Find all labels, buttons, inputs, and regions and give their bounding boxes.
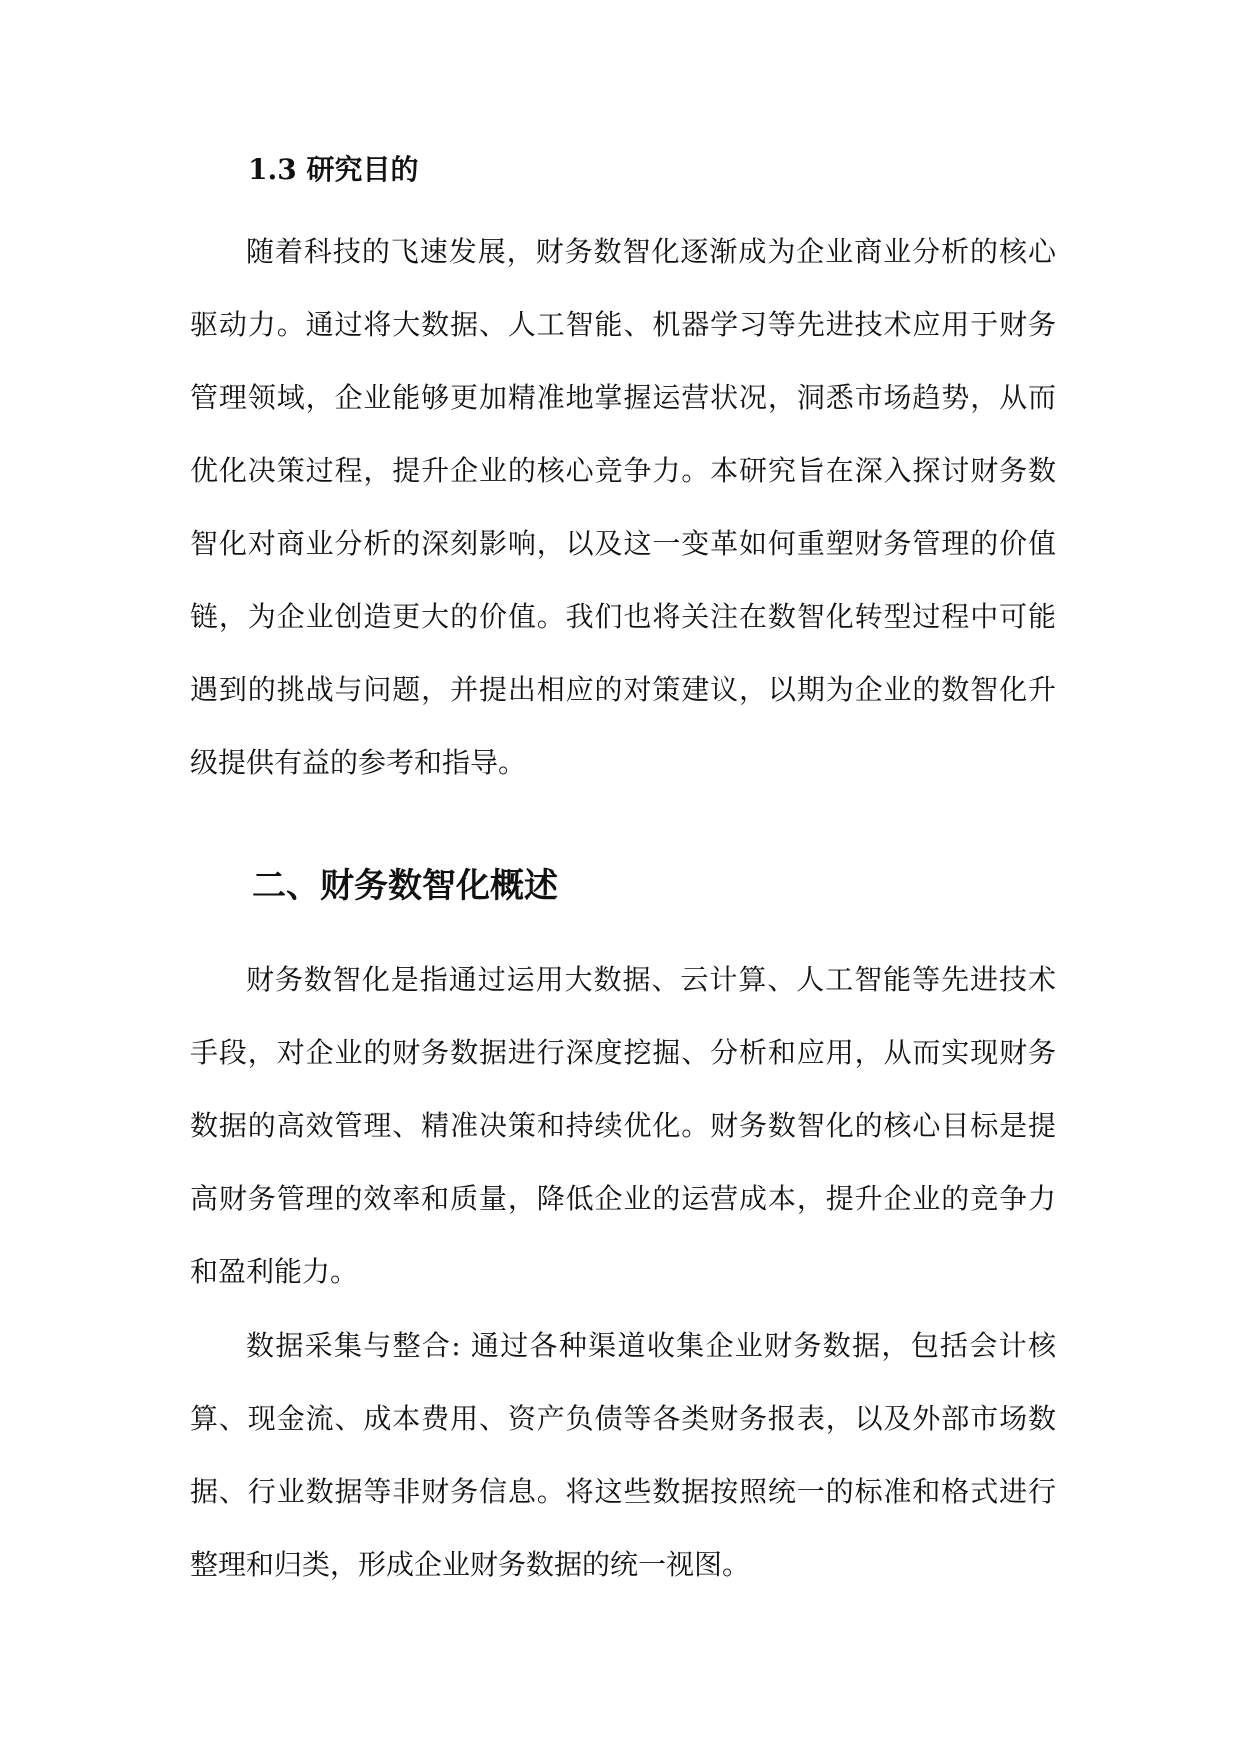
data-collection-paragraph: 数据采集与整合: 通过各种渠道收集企业财务数据，包括会计核算、现金流、成本费用、资产负债等各类财务报表，以及外部市场数据、行业数据等非财务信息。将这些数据按照统一的标准和格式进行整理和归类，形成企业财务数据的统一视图。 bbox=[190, 1329, 1056, 1581]
research-purpose-paragraph: 随着科技的飞速发展，财务数智化逐渐成为企业商业分析的核心驱动力。通过将大数据、人工智能、机器学习等先进技术应用于财务管理领域，企业能够更加精准地掌握运营状况，洞悉市场趋势，从而优化决策过程，提升企业的核心竞争力。本研究旨在深入探讨财务数智化对商业分析的深刻影响，以及这一变革如何重塑财务管理的价值链，为企业创造更大的价值。我们也将关注在数智化转型过程中可能遇到的挑战与问题，并提出相应的对策建议，以期为企业的数智化升级提供有益的参考和指导。 bbox=[190, 235, 1056, 779]
definition-paragraph: 财务数智化是指通过运用大数据、云计算、人工智能等先进技术手段，对企业的财务数据进行深度挖掘、分析和应用，从而实现财务数据的高效管理、精准决策和持续优化。财务数智化的核心目标是提高财务管理的效率和质量，降低企业的运营成本，提升企业的竞争力和盈利能力。 bbox=[190, 963, 1056, 1288]
section-heading: 1.3 研究目的 bbox=[248, 153, 419, 186]
chapter-heading: 二、财务数智化概述 bbox=[252, 866, 558, 906]
